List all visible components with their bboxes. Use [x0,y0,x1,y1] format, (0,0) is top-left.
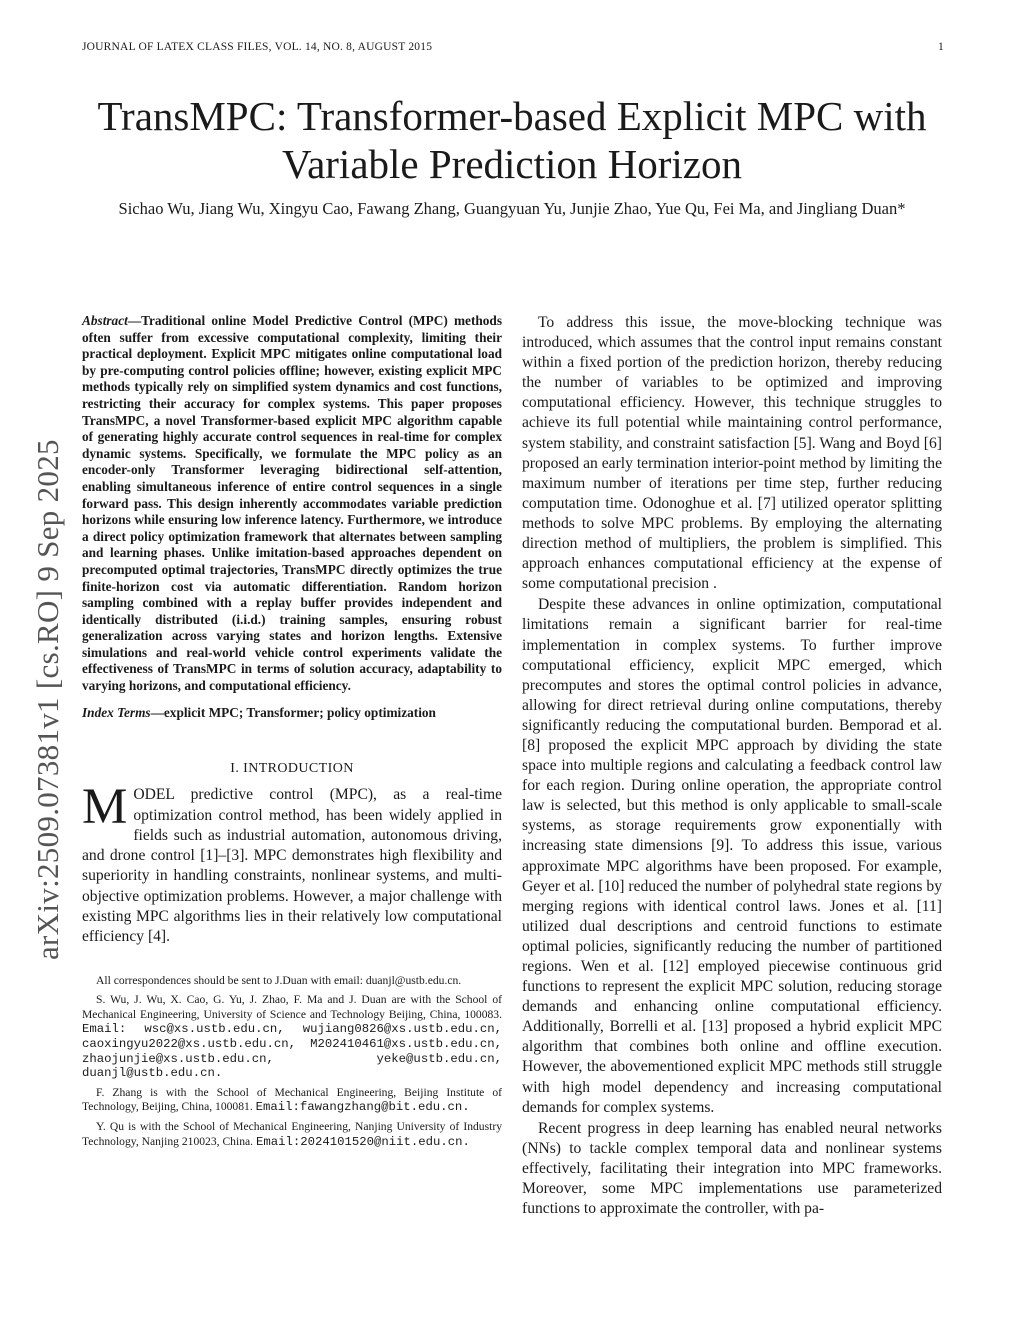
footnote-affiliation-bit [82,1086,502,1115]
footnote-affiliation-ustb [82,993,502,1081]
author-list: Sichao Wu, Jiang Wu, Xingyu Cao, Fawang Zhang, Guangyuan Yu, Junjie Zhao, Yue Qu, Fei Ma, and Jingliang Duan* [118,199,906,218]
index-terms-text: —explicit MPC; Transformer; policy optimization [150,704,436,720]
paper-title: TransMPC: Transformer-based Explicit MPC with Variable Prediction Horizon [97,93,927,187]
email-bit: Email:fawangzhang@bit.edu.cn. [255,1100,470,1115]
body-paragraph-1: To address this issue, the move-blocking technique was introduced, which assumes that the control input remains constant within a fixed portion of the prediction horizon, thereby reducing the number of variables to be optimized and improving computational efficiency. However, this technique struggles to achieve its full potential while maintaining control performance, system stability, and constraint satisfaction [5]. Wang and Boyd [6] proposed an early termination interior-point method by limiting the maximum number of iterations per time step, further reducing computation time. Odonoghue et al. [7] utilized operator splitting methods to solve MPC problems. By employing the alternating direction method of multipliers, the problem is simplified. This approach enhances computational efficiency at the expense of some computational precision . [522,314,942,593]
running-head [82,41,944,53]
body-paragraph-3: Recent progress in deep learning has enabled neural networks (NNs) to tackle complex temporal data and nonlinear systems effectively, facilitating their integration into MPC frameworks. Moreover, some MPC implementations use parameterized functions to approximate the controller, with pa- [522,1119,942,1218]
journal-name: JOURNAL OF LATEX CLASS FILES, VOL. 14, NO. 8, AUGUST 2015 [82,41,433,53]
dropcap-letter: M [82,779,128,836]
footnote-correspondence: All correspondences should be sent to J.Duan with email: duanjl@ustb.edu.cn. [96,973,462,987]
body-paragraph-2: Despite these advances in online optimization, computational limitations remain a significant barrier for real-time implementation in complex systems. To further improve computational efficiency, explicit MPC emerged, which precomputes and stores the optimal control policies in advance, allowing for direct retrieval during online computations, thereby significantly reducing the computational burden. Bemporad et al. [8] proposed the explicit MPC approach by dividing the state space into multiple regions and calculating a feedback control law for each region. During online operation, the appropriate control law is selected, but this method is only applicable to small-scale systems, as storage requirements grow exponentially with increasing state dimensions [9]. To address this issue, various approximate MPC algorithms have been proposed. For example, Geyer et al. [10] reduced the number of polyhedral state regions by merging regions with identical control laws. Jones et al. [11] utilized dual descriptions and centroid functions to estimate optimal policies, significantly reducing the number of partitioned regions. Wen et al. [12] employed piecewise continuous grid functions to represent the explicit MPC solution, reducing storage demands and enhancing online computational efficiency. Additionally, Borrelli et al. [13] proposed a hybrid explicit MPC algorithm that combines both online and offline execution. However, the abovementioned explicit MPC methods still struggle with high model dependency and increasing computational demands for complex systems. [522,596,942,1116]
arxiv-identifier: arXiv:2509.07381v1 [cs.RO] 9 Sep 2025 [30,439,65,960]
emails-ustb: Email: wsc@xs.ustb.edu.cn, wujiang0826@xs.ustb.edu.cn, caoxingyu2022@xs.ustb.edu.cn, M202410461@xs.ustb.edu.cn, zhaojunjie@xs.ustb.edu.cn, yeke@ustb.edu.cn, duanjl@ustb.edu.cn. [82,1022,502,1081]
section-heading-introduction: I. INTRODUCTION [230,761,354,777]
left-column [82,313,502,1154]
email-niit: Email:2024101520@niit.edu.cn. [255,1134,470,1149]
index-terms-label: Index Terms [82,704,151,720]
introduction-paragraph [82,779,502,947]
introduction-text: ODEL predictive control (MPC), as a real-time optimization control method, has been widely applied in fields such as industrial automation, autonomous driving, and drone control [1]–[3]. MPC demonstrates high flexibility and superiority in handling constraints, nonlinear systems, and multi-objective optimization problems. However, a major challenge with existing MPC algorithms lies in their relatively low computational efficiency [4]. [82,786,502,946]
footnote-affiliation-niit [82,1120,502,1149]
affiliation-ustb-text: S. Wu, J. Wu, X. Cao, G. Yu, J. Zhao, F. Ma and J. Duan are with the School of Mechanical Engineering, University of Science and Technology Beijing, China, 100083. [82,993,502,1021]
index-terms [82,705,502,722]
affiliation-bit-text: F. Zhang is with the School of Mechanical Engineering, Beijing Institute of Technology, Beijing, China, 100081. [82,1085,502,1114]
right-column [522,313,942,1219]
abstract-label: Abstract [82,313,128,328]
abstract-text: —Traditional online Model Predictive Control (MPC) methods often suffer from excessive computational complexity, limiting their practical deployment. Explicit MPC mitigates online computational load by pre-computing control policies offline; however, existing explicit MPC methods typically rely on simplified system dynamics and cost functions, restricting their accuracy for complex systems. This paper proposes TransMPC, a novel Transformer-based explicit MPC algorithm capable of generating highly accurate control sequences in real-time for complex dynamic systems. Specifically, we formulate the MPC policy as an encoder-only Transformer leveraging bidirectional self-attention, enabling simultaneous inference of entire control sequences in a single forward pass. This design inherently accommodates variable prediction horizons while ensuring low inference latency. Furthermore, we introduce a direct policy optimization framework that alternates between sampling and learning phases. Unlike imitation-based approaches dependent on precomputed optimal trajectories, TransMPC directly optimizes the true finite-horizon cost via automatic differentiation. Random horizon sampling combined with a replay buffer provides independent and identically distributed (i.i.d.) training samples, ensuring robust generalization across varying states and horizon lengths. Extensive simulations and real-world vehicle control experiments validate the effectiveness of TransMPC in terms of solution accuracy, adaptability to varying horizons, and computational efficiency. [82,313,502,694]
affiliation-niit-text: Y. Qu is with the School of Mechanical Engineering, Nanjing University of Industry Technology, Nanjing 210023, China. [82,1119,502,1148]
footnotes [82,974,502,1150]
page-number: 1 [938,41,944,53]
abstract [82,313,502,695]
